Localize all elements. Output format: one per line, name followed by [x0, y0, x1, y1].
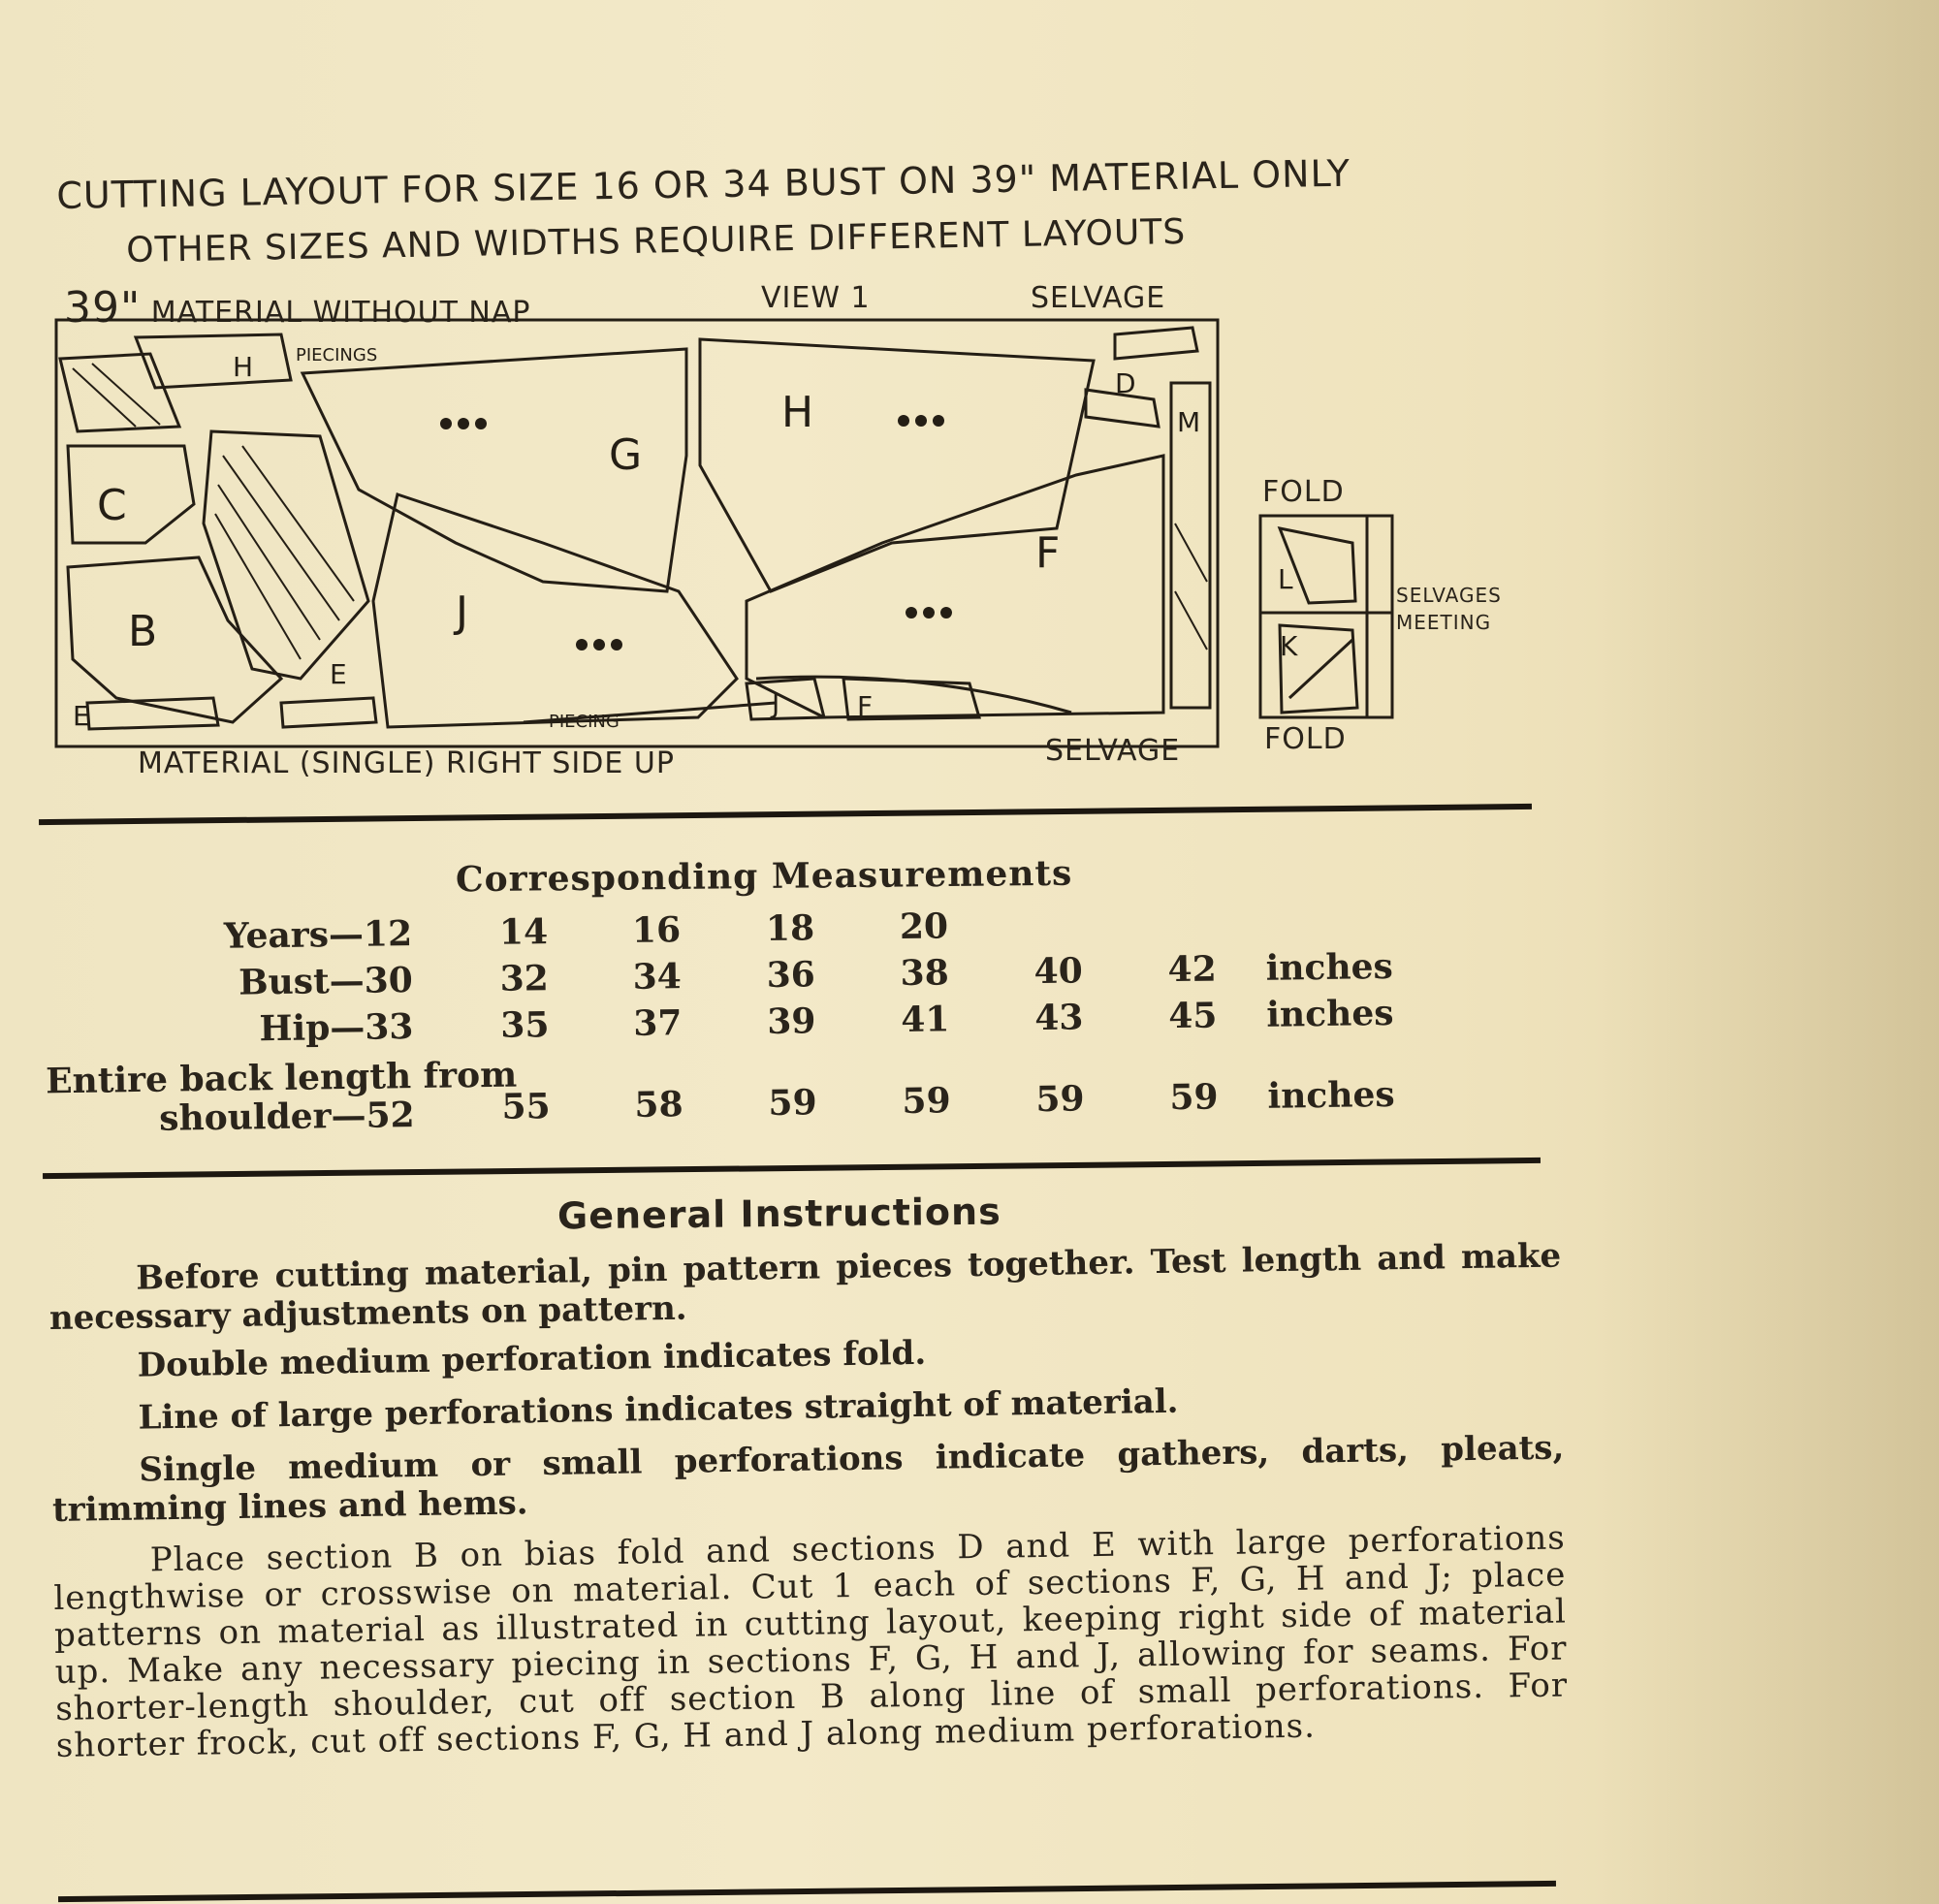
cell-hip-6: 45: [1167, 995, 1218, 1037]
row-label-years: Years—12: [223, 913, 413, 957]
piece-j-small-label: J: [772, 687, 780, 719]
cell-hip-3: 39: [767, 1000, 816, 1042]
piece-m-label: M: [1177, 406, 1201, 438]
cell-bust-1: 32: [499, 958, 550, 1000]
selvage-top-label: SELVAGE: [1031, 281, 1166, 315]
piece-k-label: K: [1280, 630, 1298, 662]
cell-back-6: 59: [1169, 1076, 1219, 1119]
cell-back-5: 59: [1035, 1078, 1085, 1121]
row-label-hip: Hip—33: [259, 1006, 414, 1050]
cell-years-18: 18: [765, 907, 815, 949]
selvages-meeting-label: [1396, 582, 1502, 636]
piece-h-small-outline: [136, 334, 291, 388]
cell-bust-6: 42: [1167, 948, 1218, 991]
instruction-paragraph-2: Double medium perforation indicates fold.: [137, 1333, 927, 1385]
piece-d-label: D: [1115, 367, 1136, 399]
fold-bottom-label: FOLD: [1264, 722, 1347, 756]
piece-h-label: H: [781, 388, 814, 437]
material-width-value: 39": [64, 283, 142, 333]
instruction-paragraph-5: Place section B on bias fold and sections D and E with large perforations lengthwise or crosswise on material. Cut 1 each of sections F, G, H and J; place patterns on material as illustrated in cutting layout, keeping right side of material up. Make any necessary piecing in sections F, G, H and J, allowing for seams. For shorter-length shoulder, cut off section B along line of small perforations. For shorter frock, cut off sections F, G, H and J along medium perforations.: [53, 1518, 1569, 1765]
piece-d-top-outline: [1115, 328, 1197, 359]
unit-back-length: inches: [1267, 1073, 1395, 1117]
piecings-top-label: PIECINGS: [296, 345, 378, 365]
cell-back-2: 58: [634, 1084, 683, 1126]
unit-hip: inches: [1266, 992, 1394, 1035]
piece-f-small-label: F: [857, 690, 874, 722]
cell-hip-5: 43: [1034, 997, 1084, 1039]
cell-bust-3: 36: [766, 954, 816, 996]
row-label-back-length: shoulder—52: [158, 1095, 415, 1139]
material-label: MATERIAL (SINGLE) RIGHT SIDE UP: [138, 746, 675, 780]
piece-c-outline: [68, 446, 194, 543]
piece-c-label: C: [97, 481, 127, 530]
cell-years-14: 14: [498, 911, 549, 953]
cell-back-1: 55: [501, 1086, 551, 1127]
layout-heading-line2: OTHER SIZES AND WIDTHS REQUIRE DIFFERENT LAYOUTS: [126, 211, 1187, 270]
cell-bust-4: 38: [900, 952, 950, 995]
piece-e-outline-1: [87, 698, 218, 729]
piece-h-small-label: H: [233, 351, 254, 383]
cell-back-4: 59: [902, 1080, 951, 1123]
cell-back-3: 59: [768, 1082, 817, 1124]
cell-hip-1: 35: [500, 1004, 550, 1046]
cell-bust-2: 34: [632, 956, 683, 998]
piece-b-label: B: [128, 607, 158, 656]
row-label-back-length-line1: Entire back length from: [45, 1054, 518, 1102]
piece-g-label: G: [609, 430, 643, 480]
view-label: VIEW 1: [761, 281, 871, 315]
bias-strip-outline: [204, 431, 368, 679]
cell-years-20: 20: [899, 905, 949, 948]
piece-j-outline: [373, 494, 737, 727]
piece-e-label-2: E: [330, 658, 347, 690]
instruction-paragraph-1: Before cutting material, pin pattern pieces together. Test length and make necessary adjustments on pattern.: [48, 1236, 1562, 1338]
piece-j-label: J: [456, 587, 468, 637]
piece-f-label: F: [1035, 528, 1061, 578]
cell-bust-5: 40: [1033, 950, 1084, 993]
fold-top-label: FOLD: [1262, 475, 1345, 509]
instructions-body: [48, 1236, 1569, 1777]
selvage-bottom-label: SELVAGE: [1045, 734, 1181, 768]
upper-left-strip-outline: [60, 354, 179, 431]
unit-bust: inches: [1265, 945, 1394, 989]
selvages-label-line2: MEETING: [1396, 611, 1492, 634]
piece-l-label: L: [1278, 563, 1293, 595]
selvages-label-line1: SELVAGES: [1396, 584, 1502, 607]
piece-e-label-1: E: [73, 700, 90, 732]
piece-e-outline-2: [281, 698, 376, 727]
layout-heading-line1: CUTTING LAYOUT FOR SIZE 16 OR 34 BUST ON 39" MATERIAL ONLY: [56, 151, 1351, 217]
cell-years-16: 16: [631, 909, 682, 951]
material-nap-label: MATERIAL WITHOUT NAP: [150, 296, 531, 330]
piecing-bottom-label: PIECING: [549, 712, 620, 732]
instruction-paragraph-3: Line of large perforations indicates straight of material.: [138, 1381, 1179, 1438]
measurements-title: Corresponding Measurements: [455, 852, 1073, 901]
piece-b-outline: [68, 557, 281, 722]
cell-hip-4: 41: [901, 999, 950, 1041]
instruction-paragraph-4: Single medium or small perforations indicate gathers, darts, pleats, trimming lines and hems.: [51, 1428, 1565, 1530]
row-label-bust: Bust—30: [238, 960, 414, 1003]
instructions-title: General Instructions: [556, 1190, 1001, 1238]
cell-hip-2: 37: [633, 1002, 683, 1044]
